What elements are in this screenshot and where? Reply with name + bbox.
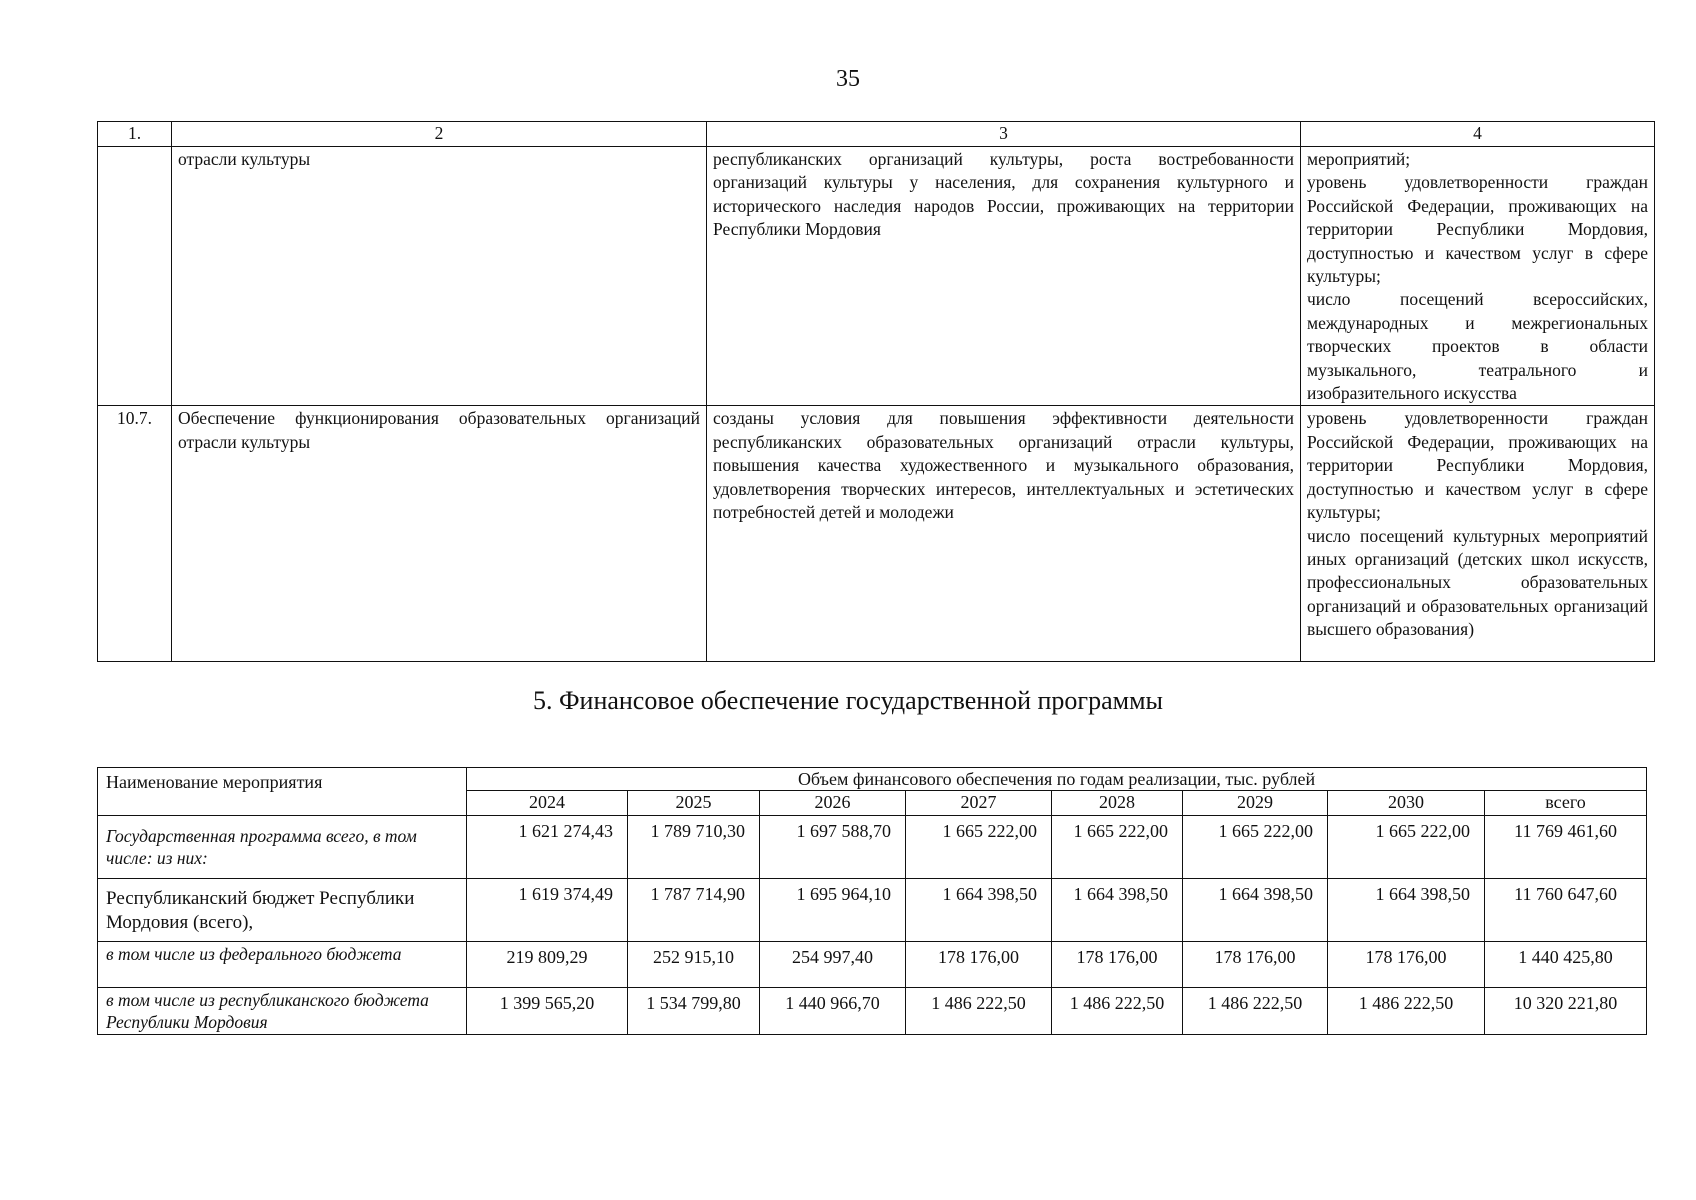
value-cell: 1 665 222,00 bbox=[906, 816, 1052, 879]
volume-header: Объем финансового обеспечения по годам реализации, тыс. рублей bbox=[467, 768, 1647, 791]
total-cell: 11 769 461,60 bbox=[1485, 816, 1647, 879]
year-header: 2030 bbox=[1328, 791, 1485, 816]
table-row bbox=[98, 942, 1647, 988]
value-cell: 1 486 222,50 bbox=[1052, 988, 1183, 1035]
indicator-item: уровень удовлетворенности граждан Российской Федерации, проживающих на территории Республики Мордовия, доступностью и качеством услуг в сфере культуры; bbox=[1307, 408, 1648, 523]
republic-budget-label: в том числе из республиканского бюджета Республики Мордовия bbox=[98, 988, 467, 1035]
value-cell: 178 176,00 bbox=[1328, 942, 1485, 988]
row-number: 10.7. bbox=[98, 406, 172, 662]
value-cell: 178 176,00 bbox=[1183, 942, 1328, 988]
value-cell: 252 915,10 bbox=[628, 942, 760, 988]
finance-table bbox=[97, 767, 1647, 1035]
total-cell: 10 320 221,80 bbox=[1485, 988, 1647, 1035]
expected-result: республиканских организаций культуры, роста востребованности организаций культуры у населения, для сохранения культурного и исторического наследия народов России, проживающих на территории Республики Мордовия bbox=[707, 147, 1301, 406]
activity-name: Обеспечение функционирования образовательных организаций отрасли культуры bbox=[172, 406, 707, 662]
value-cell: 1 399 565,20 bbox=[467, 988, 628, 1035]
col-header-2: 2 bbox=[172, 122, 707, 147]
page-number: 35 bbox=[836, 66, 860, 92]
value-cell: 1 664 398,50 bbox=[1183, 879, 1328, 942]
indicators bbox=[1301, 406, 1655, 662]
value-cell: 1 440 966,70 bbox=[760, 988, 906, 1035]
table-row bbox=[98, 816, 1647, 879]
indicators bbox=[1301, 147, 1655, 406]
indicator-item: число посещений культурных мероприятий иных организаций (детских школ искусств, профессиональных образовательных организаций и образовательных организаций высшего образования) bbox=[1307, 525, 1648, 640]
total-cell: 11 760 647,60 bbox=[1485, 879, 1647, 942]
year-header: 2026 bbox=[760, 791, 906, 816]
col-header-3: 3 bbox=[707, 122, 1301, 147]
value-cell: 1 664 398,50 bbox=[906, 879, 1052, 942]
value-cell: 1 665 222,00 bbox=[1328, 816, 1485, 879]
value-cell: 1 619 374,49 bbox=[467, 879, 628, 942]
total-cell: 1 440 425,80 bbox=[1485, 942, 1647, 988]
table-row bbox=[98, 988, 1647, 1035]
value-cell: 1 664 398,50 bbox=[1052, 879, 1183, 942]
col-header-4: 4 bbox=[1301, 122, 1655, 147]
indicator-item: число посещений всероссийских, международных и межрегиональных творческих проектов в области музыкального, театрального и изобразительного искусства bbox=[1307, 289, 1648, 404]
value-cell: 178 176,00 bbox=[906, 942, 1052, 988]
value-cell: 1 664 398,50 bbox=[1328, 879, 1485, 942]
indicator-item: уровень удовлетворенности граждан Российской Федерации, проживающих на территории Республики Мордовия, доступностью и качеством услуг в сфере культуры; bbox=[1307, 172, 1648, 287]
value-cell: 1 787 714,90 bbox=[628, 879, 760, 942]
activities-table-header bbox=[98, 122, 1655, 147]
value-cell: 1 695 964,10 bbox=[760, 879, 906, 942]
table-row bbox=[98, 147, 1655, 406]
year-header: 2027 bbox=[906, 791, 1052, 816]
program-total-label: Государственная программа всего, в том числе: из них: bbox=[98, 816, 467, 879]
name-header: Наименование мероприятия bbox=[98, 768, 467, 816]
finance-header-row bbox=[98, 768, 1647, 791]
table-row bbox=[98, 879, 1647, 942]
value-cell: 1 486 222,50 bbox=[1328, 988, 1485, 1035]
col-header-1: 1. bbox=[98, 122, 172, 147]
regional-budget-label: Республиканский бюджет Республики Мордовия (всего), bbox=[98, 879, 467, 942]
section-heading: 5. Финансовое обеспечение государственной программы bbox=[532, 686, 1164, 715]
value-cell: 1 621 274,43 bbox=[467, 816, 628, 879]
year-header: 2025 bbox=[628, 791, 760, 816]
value-cell: 219 809,29 bbox=[467, 942, 628, 988]
value-cell: 1 665 222,00 bbox=[1052, 816, 1183, 879]
indicator-item: мероприятий; bbox=[1307, 149, 1411, 169]
year-header: 2024 bbox=[467, 791, 628, 816]
table-row bbox=[98, 406, 1655, 662]
value-cell: 1 697 588,70 bbox=[760, 816, 906, 879]
value-cell: 1 486 222,50 bbox=[1183, 988, 1328, 1035]
year-header: 2029 bbox=[1183, 791, 1328, 816]
total-header: всего bbox=[1485, 791, 1647, 816]
row-number bbox=[98, 147, 172, 406]
year-header: 2028 bbox=[1052, 791, 1183, 816]
value-cell: 1 789 710,30 bbox=[628, 816, 760, 879]
value-cell: 1 486 222,50 bbox=[906, 988, 1052, 1035]
activity-name: отрасли культуры bbox=[172, 147, 707, 406]
value-cell: 254 997,40 bbox=[760, 942, 906, 988]
federal-budget-label: в том числе из федерального бюджета bbox=[98, 942, 467, 988]
value-cell: 1 665 222,00 bbox=[1183, 816, 1328, 879]
value-cell: 178 176,00 bbox=[1052, 942, 1183, 988]
activities-table bbox=[97, 121, 1655, 662]
expected-result: созданы условия для повышения эффективности деятельности республиканских образовательных организаций отрасли культуры, повышения качества художественного и музыкального образования, удовлетворения творческих интересов, интеллектуальных и эстетических потребностей детей и молодежи bbox=[707, 406, 1301, 662]
value-cell: 1 534 799,80 bbox=[628, 988, 760, 1035]
